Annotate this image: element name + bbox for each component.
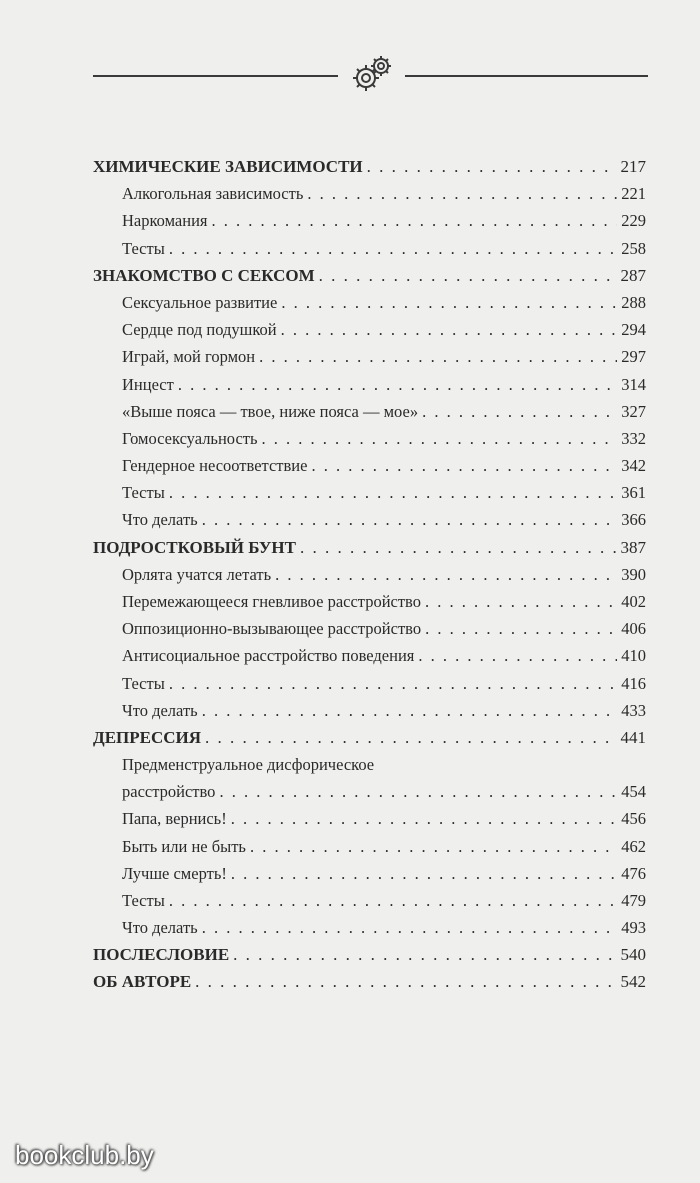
toc-page-number: 342	[621, 456, 646, 476]
toc-page-number: 332	[621, 428, 646, 448]
dot-leader	[367, 153, 617, 180]
toc-page-number: 314	[621, 374, 646, 394]
header-ornament	[93, 52, 648, 94]
toc-subentry	[93, 697, 646, 724]
toc-page-number: 221	[621, 184, 646, 204]
toc-entry-title: Папа, вернись!	[122, 809, 227, 829]
toc-page-number: 479	[621, 890, 646, 910]
dot-leader	[275, 561, 617, 588]
toc-subentry	[93, 833, 646, 860]
toc-subentry	[93, 316, 646, 343]
toc-subentry	[93, 642, 646, 669]
toc-entry-title: Сексуальное развитие	[122, 292, 278, 312]
toc-entry-title: «Выше пояса — твое, ниже пояса — мое»	[122, 401, 419, 421]
dot-leader	[231, 860, 617, 887]
dot-leader	[231, 805, 618, 832]
toc-page-number: 462	[621, 836, 646, 856]
toc-section-entry	[93, 262, 646, 289]
toc-subentry	[93, 805, 646, 832]
toc-entry-title: Играй, мой гормон	[122, 347, 256, 367]
toc-page-number: 390	[621, 564, 646, 584]
toc-entry-title: Гендерное несоответствие	[122, 456, 308, 476]
toc-subentry	[93, 588, 646, 615]
toc-subentry	[93, 425, 646, 452]
toc-entry-title: Перемежающееся гневливое расстройство	[122, 592, 421, 611]
toc-page-number: 402	[621, 592, 646, 611]
dot-leader	[262, 425, 618, 452]
toc-subentry	[93, 751, 646, 778]
toc-entry-title: Инцест	[122, 374, 174, 394]
toc-page-number: 542	[620, 972, 646, 992]
toc-entry-title: Тесты	[122, 673, 165, 693]
toc-page-number: 456	[621, 809, 646, 829]
dot-leader	[250, 833, 617, 860]
dot-leader	[311, 452, 617, 479]
toc-page-number: 454	[621, 782, 646, 802]
toc-entry-title: Алкогольная зависимость	[122, 184, 304, 204]
toc-subentry	[93, 615, 646, 642]
toc-entry-title: ХИМИЧЕСКИЕ ЗАВИСИМОСТИ	[93, 157, 363, 176]
toc-entry-title: Что делать	[122, 700, 198, 720]
toc-entry-title: Тесты	[122, 238, 165, 258]
toc-page-number: 441	[620, 727, 646, 747]
toc-page-number: 327	[621, 401, 646, 421]
toc-page-number: 493	[621, 918, 646, 938]
toc-page-number: 416	[621, 673, 646, 693]
ornament-rule-left	[93, 75, 338, 77]
toc-subentry	[93, 914, 646, 941]
toc-entry-title: расстройство	[122, 782, 216, 802]
dot-leader	[202, 914, 618, 941]
dot-leader	[281, 289, 617, 316]
toc-entry-title: ОБ АВТОРЕ	[93, 972, 192, 992]
toc-entry-title: Тесты	[122, 483, 165, 503]
toc-page-number: 297	[621, 347, 646, 367]
toc-entry-title: ПОСЛЕСЛОВИЕ	[93, 945, 230, 965]
toc-subentry	[93, 506, 646, 533]
toc-subentry	[93, 561, 646, 588]
toc-entry-title: Оппозиционно-вызывающее расстройство	[122, 619, 422, 639]
toc-page-number: 294	[621, 320, 646, 340]
dot-leader	[425, 588, 617, 615]
toc-entry-title: Тесты	[122, 890, 165, 910]
toc-subentry	[93, 343, 646, 370]
toc-entry-title: Антисоциальное расстройство поведения	[122, 646, 415, 666]
toc-entry-title: ЗНАКОМСТВО С СЕКСОМ	[93, 265, 315, 285]
dot-leader	[418, 642, 617, 669]
toc-entry-title: Что делать	[122, 918, 198, 938]
toc-entry-title: Лучше смерть!	[122, 863, 227, 883]
toc-page-number: 287	[620, 265, 646, 285]
toc-page-number: 387	[620, 537, 646, 557]
dot-leader	[169, 670, 617, 697]
dot-leader	[169, 887, 617, 914]
toc-page-number: 406	[621, 619, 646, 639]
toc-subentry	[93, 398, 646, 425]
toc-subentry	[93, 887, 646, 914]
toc-page-number: 229	[621, 211, 646, 231]
toc-entry-title: Сердце под подушкой	[122, 320, 277, 340]
table-of-contents	[93, 153, 646, 996]
dot-leader	[202, 697, 618, 724]
toc-page-number: 288	[621, 292, 646, 312]
toc-subentry	[93, 670, 646, 697]
dot-leader	[300, 534, 617, 561]
toc-subentry	[93, 860, 646, 887]
toc-entry-title: ПОДРОСТКОВЫЙ БУНТ	[93, 537, 296, 557]
toc-page-number: 361	[621, 483, 646, 503]
dot-leader	[233, 941, 616, 968]
toc-section-entry	[93, 534, 646, 561]
dot-leader	[307, 180, 617, 207]
toc-subentry	[93, 289, 646, 316]
dot-leader	[202, 506, 618, 533]
toc-subentry	[93, 207, 646, 234]
toc-page-number: 217	[620, 157, 646, 176]
toc-subentry	[93, 452, 646, 479]
toc-section-entry	[93, 941, 646, 968]
toc-subentry	[93, 235, 646, 262]
toc-entry-title: Предменструальное дисфорическое	[122, 755, 375, 775]
toc-section-entry	[93, 153, 646, 180]
dot-leader	[259, 343, 617, 370]
ornament-rule-right	[405, 75, 648, 77]
dot-leader	[195, 968, 616, 995]
toc-subentry	[93, 371, 646, 398]
toc-page-number: 540	[620, 945, 646, 965]
toc-page-number: 258	[621, 238, 646, 258]
toc-page-number: 410	[621, 646, 646, 666]
dot-leader	[422, 398, 617, 425]
toc-page-number: 366	[621, 510, 646, 530]
dot-leader	[281, 316, 618, 343]
toc-entry-title: Наркомания	[122, 211, 208, 231]
dot-leader	[425, 615, 617, 642]
gears-icon	[347, 52, 397, 98]
dot-leader	[169, 479, 617, 506]
dot-leader	[219, 778, 617, 805]
toc-subentry	[93, 180, 646, 207]
toc-entry-title: Орлята учатся летать	[122, 564, 272, 584]
toc-entry-title: Что делать	[122, 510, 198, 530]
dot-leader	[319, 262, 617, 289]
toc-section-entry	[93, 968, 646, 995]
toc-section-entry	[93, 724, 646, 751]
toc-page-number: 476	[621, 863, 646, 883]
watermark: bookclub.by	[15, 1140, 154, 1170]
toc-page-number: 433	[621, 700, 646, 720]
dot-leader	[169, 235, 617, 262]
dot-leader	[205, 724, 616, 751]
toc-subentry	[93, 778, 646, 805]
dot-leader	[212, 207, 618, 234]
toc-entry-title: Быть или не быть	[122, 836, 246, 856]
toc-subentry	[93, 479, 646, 506]
dot-leader	[178, 371, 617, 398]
toc-entry-title: Гомосексуальность	[122, 428, 258, 448]
toc-entry-title: ДЕПРЕССИЯ	[93, 727, 202, 747]
